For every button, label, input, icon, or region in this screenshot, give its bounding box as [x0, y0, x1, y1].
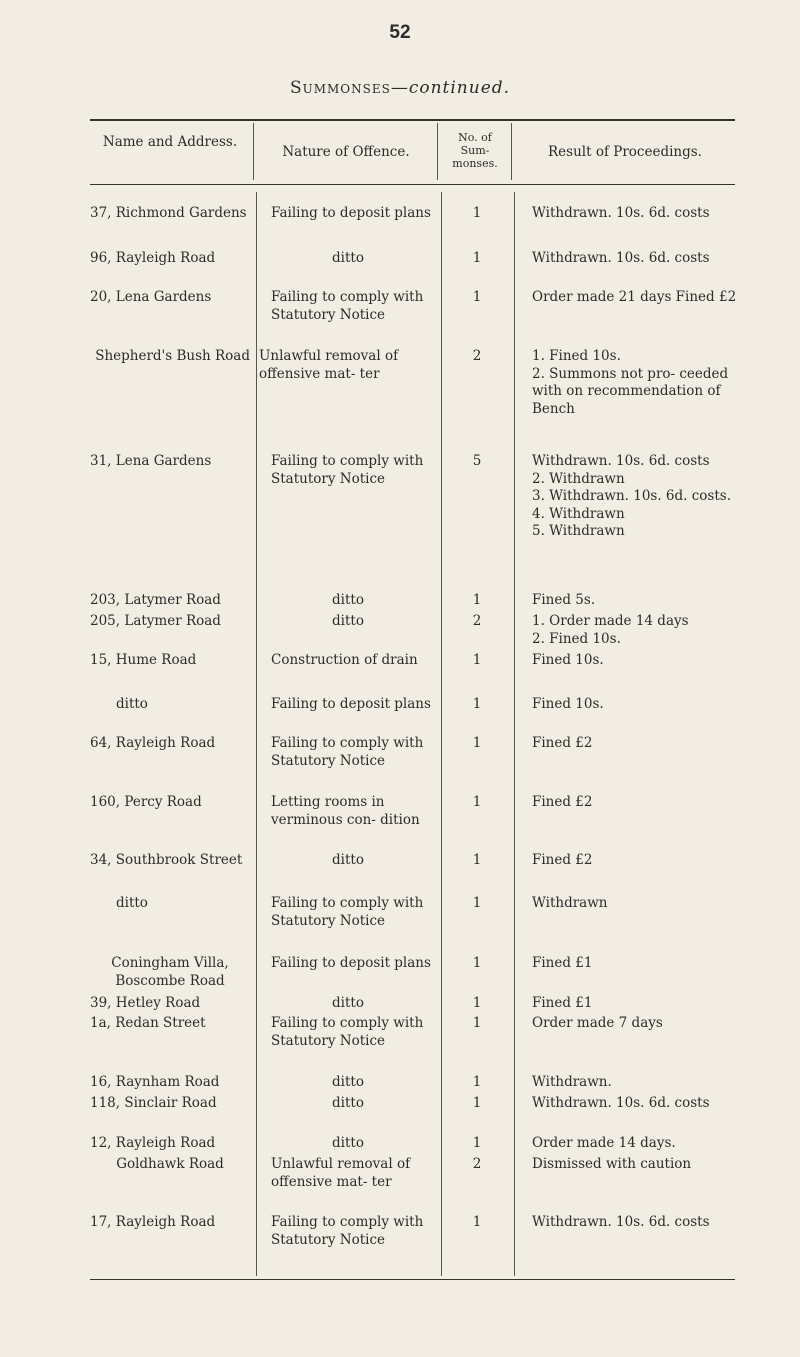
title-main: Summonses [289, 78, 391, 98]
result-cell [520, 735, 746, 753]
result-line: Order made 21 days Fined £2 [532, 289, 737, 305]
summons-count-cell: 1 [472, 250, 482, 266]
offence-cell: Failing to comply with Statutory Notice [271, 1214, 424, 1248]
name-address-cell: Coningham Villa, Boscombe Road [111, 955, 229, 989]
result-line: Withdrawn [532, 895, 608, 911]
offence-cell: ditto [332, 1135, 364, 1151]
result-line: 3. Withdrawn. 10s. 6d. costs. [532, 488, 731, 504]
result-line: Withdrawn. 10s. 6d. costs [532, 250, 710, 266]
result-cell [520, 955, 746, 973]
result-line: 4. Withdrawn [532, 505, 625, 522]
name-address-cell: 17, Rayleigh Road [90, 1214, 216, 1230]
summons-count-cell: 1 [472, 735, 482, 751]
offence-cell: ditto [332, 1095, 364, 1111]
header-bottom-rule [90, 184, 735, 185]
offence-cell: Failing to comply with Statutory Notice [271, 453, 424, 487]
table-top-rule [90, 119, 735, 121]
result-line: Dismissed with caution [532, 1156, 692, 1172]
header-nature-of-offence: Nature of Offence. [282, 144, 410, 160]
result-line: Withdrawn. [532, 1074, 612, 1090]
offence-cell: Failing to comply with Statutory Notice [271, 289, 424, 323]
offence-cell: ditto [332, 852, 364, 868]
summons-count-cell: 2 [472, 1156, 482, 1172]
result-line: 2. Fined 10s. [532, 630, 621, 647]
name-address-cell: 31, Lena Gardens [90, 453, 212, 469]
result-line: Order made 14 days. [532, 1135, 676, 1151]
result-cell [520, 895, 746, 913]
result-cell [520, 348, 746, 418]
name-address-cell: 16, Raynham Road [90, 1074, 220, 1090]
summons-count-cell: 1 [472, 1214, 482, 1230]
result-cell [520, 1095, 746, 1113]
offence-cell: Construction of drain [271, 652, 418, 668]
name-address-cell: 37, Richmond Gardens [90, 205, 247, 221]
summons-count-cell: 2 [472, 348, 482, 364]
summons-count-cell: 1 [472, 205, 482, 221]
header-number-of-summonses: No. of Sum- monses. [452, 131, 498, 170]
offence-cell: Failing to deposit plans [271, 696, 431, 712]
result-line: 5. Withdrawn [532, 523, 625, 539]
result-line: Order made 7 days [532, 1015, 663, 1031]
offence-cell: Letting rooms in verminous con- dition [271, 794, 420, 828]
result-line: Fined £2 [532, 852, 593, 868]
result-cell [520, 453, 746, 541]
name-address-cell: 34, Southbrook Street [90, 852, 243, 868]
result-line: Withdrawn. 10s. 6d. costs [532, 1214, 710, 1230]
result-cell [520, 205, 746, 223]
page-title [0, 78, 800, 98]
summons-count-cell: 1 [472, 592, 482, 608]
result-cell [520, 1015, 746, 1033]
offence-cell: Failing to comply with Statutory Notice [271, 1015, 424, 1049]
column-divider [514, 192, 515, 1276]
result-line: Fined £2 [532, 735, 593, 751]
offence-cell: Failing to comply with Statutory Notice [271, 895, 424, 929]
column-divider [441, 192, 442, 1276]
summons-count-cell: 1 [472, 1135, 482, 1151]
result-line: Fined 10s. [532, 696, 604, 712]
result-cell [520, 852, 746, 870]
offence-cell: Failing to deposit plans [271, 955, 431, 971]
summons-count-cell: 2 [472, 613, 482, 629]
name-address-cell: 203, Latymer Road [90, 592, 221, 608]
offence-cell: Failing to deposit plans [271, 205, 431, 221]
page-number: 52 [389, 22, 411, 43]
table-bottom-rule [90, 1279, 735, 1280]
offence-cell: Unlawful removal of offensive mat- ter [259, 348, 399, 382]
result-line: 2. Summons not pro- ceeded with on recommendation of Bench [532, 365, 729, 417]
result-line: Withdrawn. 10s. 6d. costs [532, 1095, 710, 1111]
result-cell [520, 794, 746, 812]
name-address-cell: Goldhawk Road [116, 1156, 224, 1172]
result-line: Fined £1 [532, 995, 593, 1011]
header-name-address: Name and Address. [102, 134, 238, 150]
column-divider [511, 123, 512, 180]
column-divider [256, 192, 257, 1276]
result-line: 1. Order made 14 days [532, 613, 689, 629]
offence-cell: Unlawful removal of offensive mat- ter [271, 1156, 411, 1190]
title-suffix: —continued. [390, 78, 511, 98]
summons-count-cell: 1 [472, 696, 482, 712]
summons-count-cell: 1 [472, 289, 482, 305]
summons-count-cell: 1 [472, 852, 482, 868]
name-address-cell: ditto [116, 696, 148, 712]
offence-cell: ditto [332, 995, 364, 1011]
result-line: 1. Fined 10s. [532, 348, 621, 364]
result-cell [520, 1135, 746, 1153]
result-line: Withdrawn. 10s. 6d. costs [532, 205, 710, 221]
offence-cell: ditto [332, 250, 364, 266]
summons-count-cell: 1 [472, 995, 482, 1011]
result-cell [520, 652, 746, 670]
result-line: Fined 10s. [532, 652, 604, 668]
offence-cell: Failing to comply with Statutory Notice [271, 735, 424, 769]
result-cell [520, 250, 746, 268]
result-cell [520, 289, 746, 307]
result-cell [520, 1156, 746, 1174]
name-address-cell: 96, Rayleigh Road [90, 250, 216, 266]
name-address-cell: Shepherd's Bush Road [95, 348, 250, 364]
name-address-cell: 15, Hume Road [90, 652, 197, 668]
summons-count-cell: 1 [472, 1095, 482, 1111]
name-address-cell: 12, Rayleigh Road [90, 1135, 216, 1151]
column-divider [437, 123, 438, 180]
name-address-cell: 1a, Redan Street [90, 1015, 206, 1031]
name-address-cell: 205, Latymer Road [90, 613, 221, 629]
summons-count-cell: 1 [472, 895, 482, 911]
summons-count-cell: 5 [472, 453, 482, 469]
summons-count-cell: 1 [472, 1015, 482, 1031]
result-cell [520, 995, 746, 1013]
result-cell [520, 613, 746, 648]
name-address-cell: 160, Percy Road [90, 794, 202, 810]
offence-cell: ditto [332, 1074, 364, 1090]
result-line: Fined £2 [532, 794, 593, 810]
name-address-cell: ditto [116, 895, 148, 911]
summons-count-cell: 1 [472, 652, 482, 668]
name-address-cell: 64, Rayleigh Road [90, 735, 216, 751]
column-divider [253, 123, 254, 180]
summons-count-cell: 1 [472, 1074, 482, 1090]
name-address-cell: 20, Lena Gardens [90, 289, 212, 305]
result-cell [520, 1074, 746, 1092]
summons-count-cell: 1 [472, 794, 482, 810]
result-line: Fined 5s. [532, 592, 596, 608]
summons-count-cell: 1 [472, 955, 482, 971]
result-cell [520, 1214, 746, 1232]
result-line: Fined £1 [532, 955, 593, 971]
name-address-cell: 118, Sinclair Road [90, 1095, 217, 1111]
name-address-cell: 39, Hetley Road [90, 995, 201, 1011]
offence-cell: ditto [332, 613, 364, 629]
offence-cell: ditto [332, 592, 364, 608]
result-cell [520, 592, 746, 610]
result-line: Withdrawn. 10s. 6d. costs [532, 453, 710, 469]
result-cell [520, 696, 746, 714]
result-line: 2. Withdrawn [532, 470, 625, 487]
header-result-of-proceedings: Result of Proceedings. [548, 144, 702, 160]
